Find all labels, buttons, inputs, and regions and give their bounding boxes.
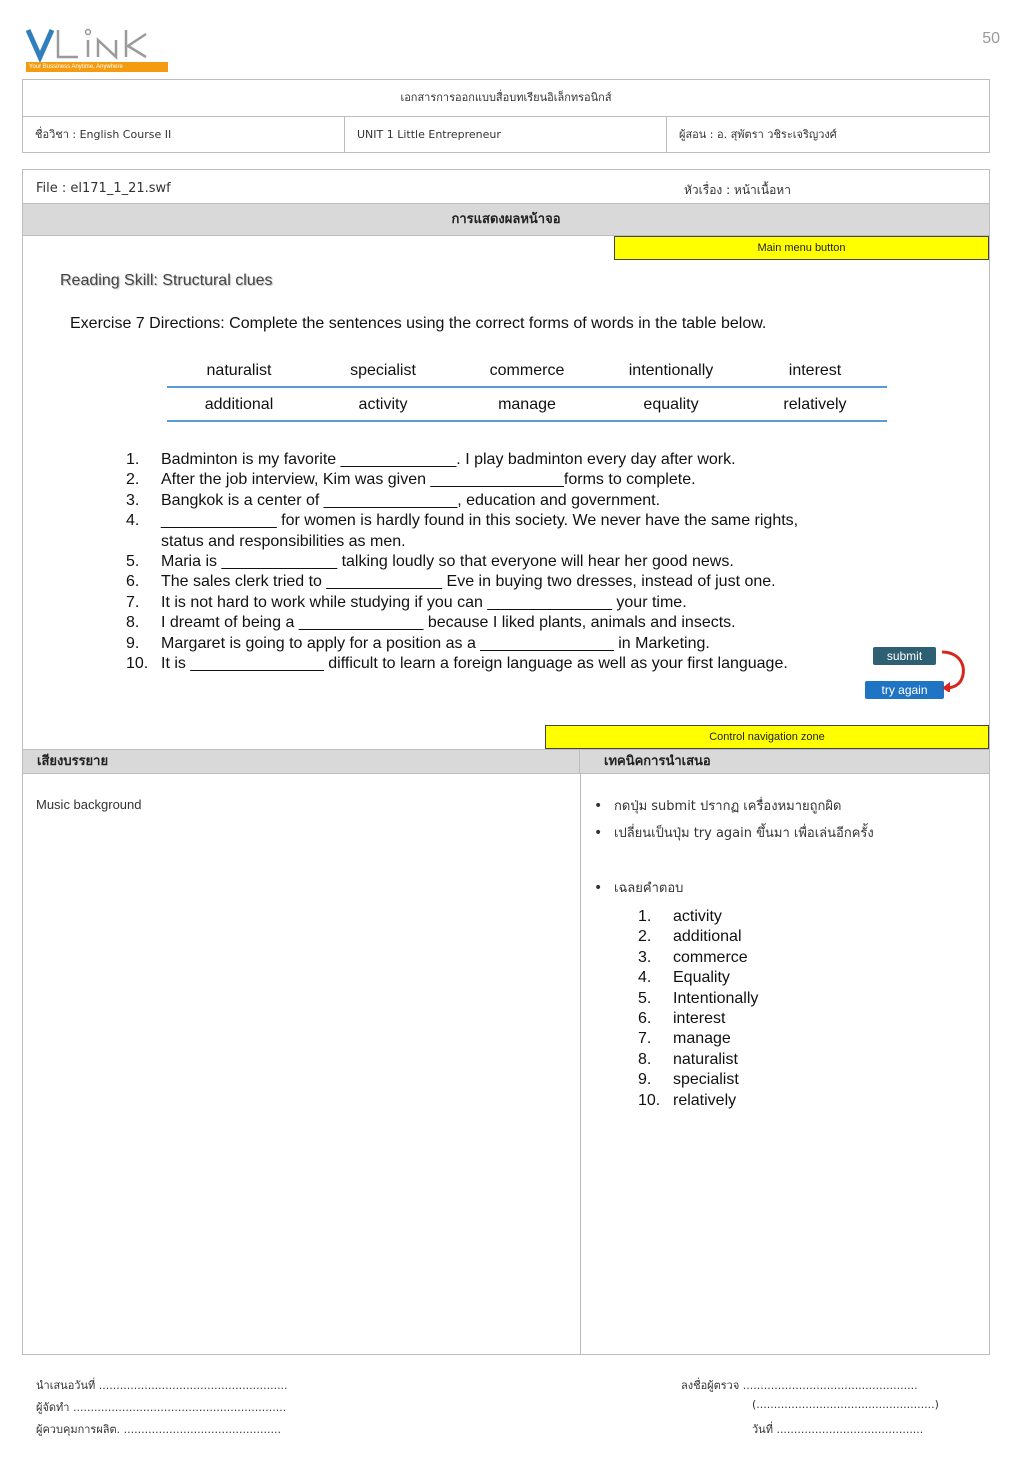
narration-text: Music background [36,797,142,812]
sentence-item [118,491,878,511]
answer-item [638,1091,758,1111]
exercise-directions: Exercise 7 Directions: Complete the sentences using the correct forms of words in the table below. [70,315,767,332]
sentence-text: The sales clerk tried to _____________ Eve in buying two dresses, instead of just one. [161,573,776,591]
word-table [167,356,887,422]
answer-text: relatively [673,1091,737,1109]
page-number: 50 [982,30,1000,47]
footer-producer: ผู้จัดทำ ............................................................. [36,1401,287,1414]
reading-skill-title: Reading Skill: Structural clues [60,272,273,289]
answer-item [638,907,758,927]
course-name: ชื่อวิชา : English Course II [23,117,345,153]
answer-item [638,989,758,1009]
logo-tagline: Your Bussiness Anytime, Anywhere [26,62,168,72]
sentence-number: 2. [126,471,140,489]
sentence-item [118,593,878,613]
technique-bullet [594,877,683,898]
main-menu-button[interactable]: Main menu button [614,236,989,260]
word-cell: specialist [350,362,416,379]
answer-item [638,968,758,988]
sentence-number: 3. [126,491,140,509]
answer-text: additional [673,928,742,946]
sentence-number: 9. [126,634,140,652]
sentence-text: Margaret is going to apply for a position as a _______________ in Marketing. [161,634,710,652]
sentence-number: 7. [126,593,140,611]
sentence-text: I dreamt of being a ______________ because I liked plants, animals and insects. [161,614,736,632]
answer-text: manage [673,1030,731,1048]
column-divider [580,774,581,1355]
answer-number: 5. [638,989,652,1007]
bullet-text: กดปุ่ม submit ปรากฏ เครื่องหมายถูกผิด [614,799,842,814]
answer-text: activity [673,908,722,925]
answer-text: specialist [673,1071,739,1089]
answer-number: 9. [638,1071,652,1089]
file-name: File : el171_1_21.swf [36,181,171,196]
word-table-row [167,390,887,422]
vlink-logo [26,26,171,76]
answer-text: Equality [673,969,730,987]
answer-number: 2. [638,928,652,946]
control-navigation-zone[interactable]: Control navigation zone [545,725,989,749]
sentence-text: Badminton is my favorite _____________. I play badminton every day after work. [161,451,736,468]
answer-text: interest [673,1010,726,1028]
word-cell: relatively [783,396,847,413]
footer-date: วันที่ .......................................... [752,1423,924,1436]
word-cell: activity [358,396,408,413]
sentence-number: 4. [126,512,140,530]
sentence-item [118,654,878,674]
narration-header: เสียงบรรยาย [23,750,580,773]
sentence-number: 8. [126,614,140,632]
answer-number: 4. [638,969,652,987]
word-cell: commerce [489,362,565,379]
sentence-item [118,552,878,572]
bullet-text: เฉลยคำตอบ [614,881,684,896]
footer-reviewer-name: (...................................................) [752,1398,939,1411]
sentence-text: It is _______________ difficult to learn a foreign language as well as your first language. [161,655,788,673]
sentence-item [118,470,878,490]
answer-number: 6. [638,1010,652,1028]
topic-label: หัวเรื่อง : หน้าเนื้อหา [684,183,791,197]
sentence-item [118,613,878,633]
answer-number: 1. [638,908,652,925]
answer-item [638,927,758,947]
sentence-text: After the job interview, Kim was given _______________forms to complete. [161,471,696,489]
technique-bullet [594,822,874,843]
sentence-text: _____________ for women is hardly found in this society. We never have the same rights, status and responsibilities as men. [161,512,799,550]
word-cell: interest [788,362,842,379]
sentence-text: It is not hard to work while studying if you can ______________ your time. [161,593,687,611]
bullet-icon: • [594,880,603,896]
sentence-number: 5. [126,553,140,571]
answer-number: 8. [638,1050,652,1068]
answer-item [638,1050,758,1070]
bullet-text: เปลี่ยนเป็นปุ่ม try again ขึ้นมา เพื่อเล่นอีกครั้ง [614,826,874,841]
word-cell: equality [643,396,699,413]
sentence-item [118,511,878,552]
technique-bullet [594,795,841,816]
answer-text: Intentionally [673,989,759,1007]
document-header [22,79,990,153]
screen-display-header: การแสดงผลหน้าจอ [23,203,989,236]
instructor-name: ผู้สอน : อ. สุพัตรา วชิระเจริญวงศ์ [679,128,837,141]
sentence-number: 10. [126,655,149,673]
submit-button[interactable]: submit [873,647,936,665]
logo-wordmark [26,26,171,62]
sentence-text: Maria is _____________ talking loudly so that everyone will hear her good news. [161,553,734,571]
document-title: เอกสารการออกแบบสื่อบทเรียนอิเล็กทรอนิกส์ [23,80,989,117]
try-again-button[interactable]: try again [865,681,944,699]
footer-supervisor: ผู้ควบคุมการผลิต. ............................................. [36,1423,281,1436]
sentence-item [118,572,878,592]
word-cell: manage [498,396,556,413]
answer-item [638,1070,758,1090]
curved-arrow-icon [938,648,968,692]
word-cell: intentionally [628,362,714,379]
unit-name: UNIT 1 Little Entrepreneur [345,117,667,153]
sentence-item [118,634,878,654]
bullet-icon: • [594,798,603,814]
sentence-number: 6. [126,573,140,591]
bullet-icon: • [594,825,603,841]
answer-item [638,1009,758,1029]
footer-presented-date: นำเสนอวันที่ ...................................................... [36,1379,288,1392]
answer-item [638,948,758,968]
bottom-headers [23,749,989,774]
sentence-item [118,450,878,470]
word-table-row [167,356,887,388]
word-cell: naturalist [206,362,272,379]
answer-number: 7. [638,1030,652,1048]
exercise-sentences [118,450,878,674]
technique-header: เทคนิคการนำเสนอ [604,754,711,769]
sentence-text: Bangkok is a center of _______________, education and government. [161,491,661,509]
answer-number: 10. [638,1091,661,1109]
word-cell: additional [204,396,274,413]
footer-reviewer-signature: ลงชื่อผู้ตรวจ .................................................. [681,1379,918,1392]
answer-key [638,907,758,1111]
answer-item [638,1029,758,1049]
answer-text: naturalist [673,1050,738,1068]
sentence-number: 1. [126,451,140,468]
answer-number: 3. [638,948,652,966]
answer-text: commerce [673,948,748,966]
